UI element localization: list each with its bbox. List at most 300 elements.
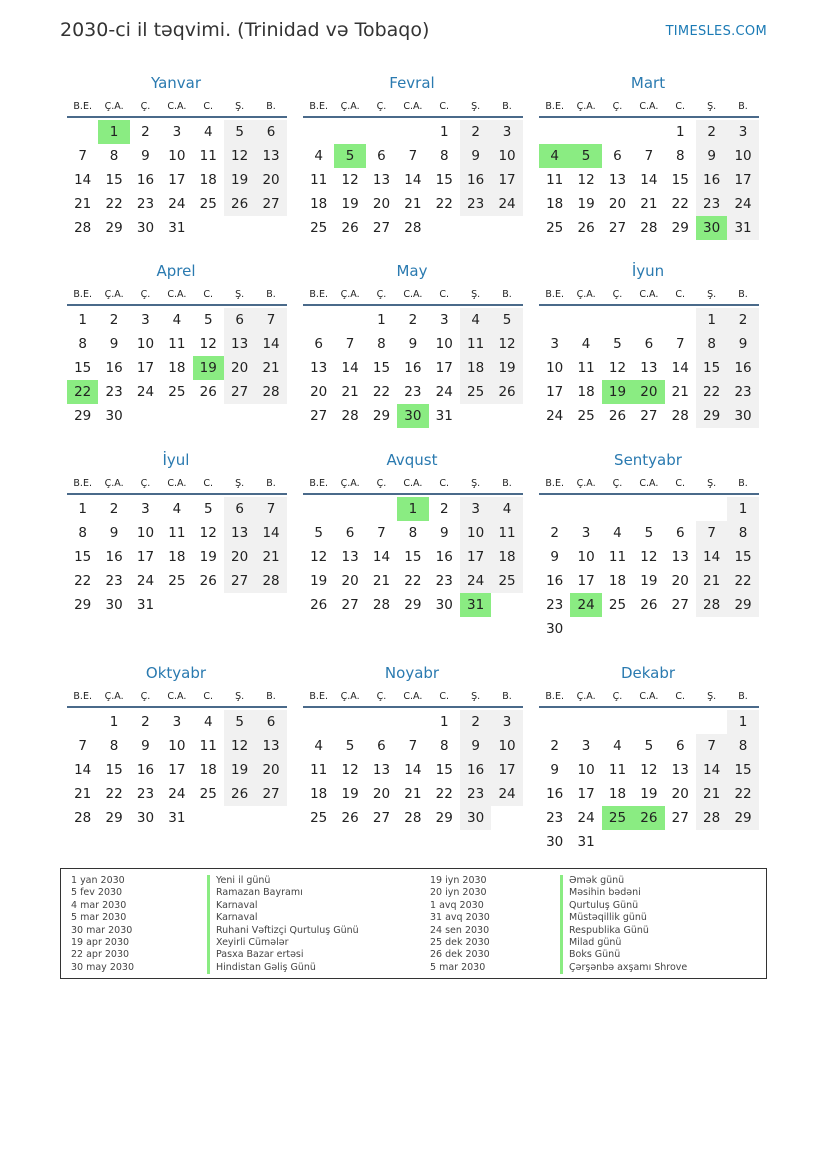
day-cell: 17 [727, 168, 758, 192]
day-cell: 5 [345, 738, 355, 754]
month-days [303, 495, 523, 617]
weekday-label: Ç.A. [104, 288, 124, 300]
day-cell: 3 [172, 124, 182, 140]
day-cell: 23 [460, 782, 491, 806]
legend-dates-column-1 [71, 875, 134, 974]
day-cell: 10 [136, 336, 155, 352]
day-cell: 12 [640, 549, 658, 565]
empty-day-cell [397, 710, 428, 734]
day-cell: 21 [74, 786, 92, 802]
day-cell: 17 [491, 168, 522, 192]
day-cell: 8 [727, 521, 758, 545]
weekday-header [303, 473, 523, 495]
day-cell: 2 [439, 501, 449, 517]
weekday-label: B. [502, 288, 512, 300]
empty-day-cell [633, 308, 664, 332]
weekday-label: C. [439, 690, 450, 702]
day-cell: 28 [372, 597, 391, 613]
legend-date: 22 apr 2030 [71, 949, 130, 961]
weekday-label: B. [502, 100, 512, 112]
day-cell: 2 [460, 120, 491, 144]
day-cell: 29 [74, 597, 92, 613]
empty-day-cell [633, 497, 664, 521]
day-cell: 29 [105, 220, 123, 236]
day-cell: 10 [546, 360, 564, 376]
weekday-header [539, 96, 759, 118]
day-cell: 8 [727, 734, 758, 758]
day-cell: 26 [608, 408, 627, 424]
day-cell: 27 [255, 782, 286, 806]
legend-holiday-name: Karnaval [207, 900, 359, 912]
day-cell: 6 [377, 148, 386, 164]
day-cell: 14 [74, 762, 92, 778]
day-cell: 9 [460, 734, 491, 758]
day-cell: 2 [696, 120, 727, 144]
day-cell: 20 [372, 196, 391, 212]
day-cell: 20 [341, 573, 359, 589]
month-name: Aprel [156, 262, 196, 280]
day-cell: 22 [727, 569, 758, 593]
day-cell: 28 [255, 569, 286, 593]
weekday-label: Ş. [471, 477, 481, 489]
holiday-day-cell: 31 [460, 593, 491, 617]
day-cell: 3 [491, 710, 522, 734]
day-cell: 9 [141, 148, 150, 164]
day-cell: 8 [439, 738, 449, 754]
legend-date: 25 dek 2030 [430, 936, 490, 948]
day-cell: 25 [546, 220, 564, 236]
weekday-header [67, 686, 287, 708]
month-block [539, 73, 759, 240]
day-cell: 20 [255, 758, 286, 782]
day-cell: 9 [727, 332, 758, 356]
legend-holiday-name: Hindistan Gəliş Günü [207, 962, 359, 974]
day-cell: 1 [696, 308, 727, 332]
day-cell: 27 [671, 810, 689, 826]
day-cell: 27 [224, 380, 255, 404]
empty-day-cell [303, 308, 334, 332]
day-cell: 29 [727, 806, 758, 830]
day-cell: 13 [671, 549, 689, 565]
day-cell: 14 [404, 762, 422, 778]
weekday-label: C. [675, 100, 686, 112]
day-cell: 11 [310, 172, 328, 188]
day-cell: 19 [341, 196, 359, 212]
day-cell: 15 [74, 549, 92, 565]
day-cell: 1 [78, 501, 87, 517]
day-cell: 1 [377, 312, 386, 328]
day-cell: 1 [78, 312, 87, 328]
day-cell: 22 [435, 196, 453, 212]
month-days [303, 118, 523, 240]
day-cell: 30 [546, 621, 564, 637]
day-cell: 23 [460, 192, 491, 216]
day-cell: 12 [199, 525, 217, 541]
legend-date: 31 avq 2030 [430, 912, 490, 924]
weekday-label: C.A. [167, 477, 187, 489]
weekday-label: Ş. [235, 477, 245, 489]
day-cell: 27 [310, 408, 328, 424]
month-days [67, 495, 287, 617]
day-cell: 28 [640, 220, 658, 236]
empty-day-cell [602, 120, 633, 144]
day-cell: 15 [727, 758, 758, 782]
day-cell: 6 [644, 336, 654, 352]
weekday-header [539, 284, 759, 306]
legend-holiday-name: Qurtuluş Günü [560, 900, 687, 912]
day-cell: 27 [341, 597, 359, 613]
day-cell: 1 [727, 710, 758, 734]
weekday-label: C.A. [403, 288, 423, 300]
holiday-legend [60, 868, 767, 979]
day-cell: 21 [696, 782, 727, 806]
day-cell: 23 [105, 384, 123, 400]
empty-day-cell [602, 710, 633, 734]
weekday-label: Ç.A. [340, 690, 360, 702]
day-cell: 28 [696, 806, 727, 830]
weekday-label: B. [266, 288, 276, 300]
day-cell: 27 [224, 569, 255, 593]
legend-date: 24 sen 2030 [430, 924, 490, 936]
day-cell: 24 [136, 573, 155, 589]
legend-date: 26 dek 2030 [430, 949, 490, 961]
day-cell: 3 [460, 497, 491, 521]
day-cell: 10 [491, 734, 522, 758]
day-cell: 21 [640, 196, 658, 212]
day-cell: 7 [78, 738, 87, 754]
day-cell: 21 [671, 384, 689, 400]
month-name: Sentyabr [614, 451, 682, 469]
day-cell: 11 [199, 148, 217, 164]
empty-day-cell [539, 710, 570, 734]
legend-holiday-name: Çərşənbə axşamı Shrove [560, 962, 687, 974]
day-cell: 16 [105, 360, 123, 376]
day-cell: 5 [203, 312, 213, 328]
day-cell: 2 [550, 525, 559, 541]
weekday-label: Ç.A. [340, 477, 360, 489]
weekday-label: C. [439, 100, 450, 112]
weekday-header [539, 473, 759, 495]
weekday-header [303, 284, 523, 306]
day-cell: 31 [168, 810, 186, 826]
empty-day-cell [67, 710, 98, 734]
weekday-label: Ç. [140, 690, 151, 702]
day-cell: 16 [546, 573, 564, 589]
day-cell: 2 [550, 738, 559, 754]
day-cell: 12 [640, 762, 658, 778]
month-days [539, 118, 759, 240]
day-cell: 6 [224, 497, 255, 521]
day-cell: 3 [141, 312, 150, 328]
day-cell: 17 [577, 786, 595, 802]
empty-day-cell [696, 497, 727, 521]
day-cell: 26 [224, 192, 255, 216]
day-cell: 10 [577, 762, 595, 778]
legend-holiday-name: Respublika Günü [560, 925, 687, 937]
weekday-label: Ç.A. [104, 477, 124, 489]
day-cell: 22 [671, 196, 689, 212]
day-cell: 5 [314, 525, 323, 541]
legend-holiday-name: Xeyirli Cümələr [207, 937, 359, 949]
day-cell: 4 [172, 312, 182, 328]
empty-day-cell [303, 497, 334, 521]
weekday-label: B. [266, 477, 276, 489]
day-cell: 16 [460, 758, 491, 782]
holiday-day-cell: 1 [98, 120, 129, 144]
day-cell: 29 [696, 404, 727, 428]
day-cell: 20 [372, 786, 391, 802]
day-cell: 29 [727, 593, 758, 617]
day-cell: 7 [696, 521, 727, 545]
day-cell: 5 [203, 501, 213, 517]
month-block [303, 73, 523, 240]
weekday-label: Ş. [235, 690, 245, 702]
day-cell: 11 [491, 521, 522, 545]
day-cell: 1 [675, 124, 685, 140]
day-cell: 10 [491, 144, 522, 168]
month-days [303, 306, 523, 428]
weekday-label: Ç. [376, 690, 387, 702]
day-cell: 4 [613, 738, 622, 754]
day-cell: 25 [168, 384, 186, 400]
weekday-header [67, 284, 287, 306]
day-cell: 25 [199, 786, 217, 802]
day-cell: 5 [224, 120, 255, 144]
weekday-label: B.E. [73, 100, 92, 112]
day-cell: 5 [224, 710, 255, 734]
weekday-label: C. [439, 288, 450, 300]
day-cell: 26 [224, 782, 255, 806]
weekday-label: Ç. [376, 100, 387, 112]
day-cell: 30 [460, 806, 491, 830]
day-cell: 31 [727, 216, 758, 240]
holiday-day-cell: 5 [334, 144, 365, 168]
day-cell: 17 [136, 360, 155, 376]
weekday-label: Ç.A. [576, 288, 596, 300]
day-cell: 8 [696, 332, 727, 356]
day-cell: 12 [608, 360, 627, 376]
day-cell: 16 [546, 786, 564, 802]
day-cell: 21 [341, 384, 359, 400]
day-cell: 2 [141, 124, 150, 140]
day-cell: 25 [168, 573, 186, 589]
day-cell: 24 [491, 192, 522, 216]
holiday-day-cell: 4 [539, 144, 570, 168]
brand-link[interactable]: TIMESLES.COM [665, 24, 767, 39]
day-cell: 8 [439, 148, 449, 164]
day-cell: 3 [581, 525, 591, 541]
weekday-label: Ç. [140, 477, 151, 489]
day-cell: 18 [608, 573, 627, 589]
weekday-label: B. [738, 690, 748, 702]
day-cell: 13 [310, 360, 328, 376]
day-cell: 18 [608, 786, 627, 802]
weekday-label: B.E. [545, 690, 564, 702]
day-cell: 16 [105, 549, 123, 565]
day-cell: 4 [460, 308, 491, 332]
weekday-label: B.E. [545, 477, 564, 489]
month-block [539, 261, 759, 428]
day-cell: 19 [310, 573, 328, 589]
weekday-label: Ş. [471, 288, 481, 300]
day-cell: 25 [608, 597, 627, 613]
day-cell: 6 [377, 738, 386, 754]
day-cell: 3 [491, 120, 522, 144]
day-cell: 14 [74, 172, 92, 188]
day-cell: 22 [696, 380, 727, 404]
day-cell: 22 [105, 196, 123, 212]
day-cell: 12 [341, 172, 359, 188]
weekday-label: Ş. [707, 288, 717, 300]
weekday-label: C.A. [639, 477, 659, 489]
day-cell: 6 [224, 308, 255, 332]
day-cell: 23 [435, 573, 453, 589]
day-cell: 19 [341, 786, 359, 802]
weekday-label: B. [502, 477, 512, 489]
legend-holiday-name: Ruhani Vəftizçi Qurtuluş Günü [207, 925, 359, 937]
empty-day-cell [334, 710, 365, 734]
weekday-label: Ş. [707, 690, 717, 702]
legend-date: 5 mar 2030 [71, 912, 127, 924]
empty-day-cell [334, 120, 365, 144]
holiday-day-cell: 19 [193, 356, 224, 380]
day-cell: 18 [310, 196, 328, 212]
empty-day-cell [633, 710, 664, 734]
weekday-label: Ş. [707, 100, 717, 112]
day-cell: 1 [439, 714, 449, 730]
legend-date: 5 mar 2030 [430, 961, 486, 973]
legend-holiday-name: Ramazan Bayramı [207, 887, 359, 899]
day-cell: 14 [341, 360, 359, 376]
day-cell: 5 [644, 525, 654, 541]
legend-date: 30 mar 2030 [71, 924, 133, 936]
empty-day-cell [539, 120, 570, 144]
weekday-label: C.A. [403, 690, 423, 702]
day-cell: 3 [581, 738, 591, 754]
weekday-label: Ç.A. [340, 100, 360, 112]
day-cell: 13 [341, 549, 359, 565]
legend-holiday-name: Pasxa Bazar ertəsi [207, 949, 359, 961]
day-cell: 16 [727, 356, 758, 380]
weekday-label: Ç.A. [576, 100, 596, 112]
weekday-label: B.E. [73, 690, 92, 702]
day-cell: 31 [168, 220, 186, 236]
day-cell: 26 [341, 220, 359, 236]
weekday-label: B.E. [309, 288, 328, 300]
legend-date: 4 mar 2030 [71, 899, 127, 911]
day-cell: 4 [314, 148, 323, 164]
legend-date: 1 avq 2030 [430, 899, 484, 911]
weekday-label: C.A. [167, 100, 187, 112]
day-cell: 8 [78, 336, 87, 352]
month-days [303, 708, 523, 830]
day-cell: 24 [168, 196, 186, 212]
weekday-label: B. [502, 690, 512, 702]
empty-day-cell [570, 497, 601, 521]
day-cell: 27 [372, 220, 391, 236]
day-cell: 25 [577, 408, 595, 424]
weekday-label: C.A. [403, 100, 423, 112]
empty-day-cell [665, 497, 696, 521]
day-cell: 15 [435, 762, 453, 778]
empty-day-cell [366, 497, 397, 521]
day-cell: 18 [199, 172, 217, 188]
month-block [67, 663, 287, 830]
day-cell: 26 [577, 220, 595, 236]
day-cell: 21 [696, 569, 727, 593]
empty-day-cell [570, 710, 601, 734]
day-cell: 9 [141, 738, 150, 754]
day-cell: 20 [671, 786, 689, 802]
day-cell: 24 [435, 384, 453, 400]
day-cell: 7 [675, 336, 685, 352]
day-cell: 29 [671, 220, 689, 236]
day-cell: 4 [203, 124, 213, 140]
day-cell: 16 [435, 549, 453, 565]
empty-day-cell [665, 710, 696, 734]
weekday-label: Ç. [612, 100, 623, 112]
day-cell: 13 [640, 360, 658, 376]
day-cell: 26 [491, 380, 522, 404]
legend-holiday-name: Məsihin bədəni [560, 887, 687, 899]
legend-names-column-2 [560, 875, 687, 974]
day-cell: 18 [199, 762, 217, 778]
day-cell: 19 [224, 168, 255, 192]
day-cell: 16 [696, 168, 727, 192]
day-cell: 14 [372, 549, 391, 565]
day-cell: 21 [372, 573, 391, 589]
weekday-label: Ç. [612, 477, 623, 489]
day-cell: 5 [613, 336, 622, 352]
day-cell: 19 [640, 573, 658, 589]
month-days [67, 708, 287, 830]
day-cell: 13 [224, 521, 255, 545]
day-cell: 23 [136, 786, 155, 802]
holiday-day-cell: 5 [570, 144, 601, 168]
day-cell: 2 [109, 312, 119, 328]
holiday-day-cell: 24 [570, 593, 601, 617]
day-cell: 8 [109, 148, 119, 164]
weekday-label: Ç. [376, 477, 387, 489]
month-block [67, 450, 287, 617]
day-cell: 11 [577, 360, 595, 376]
day-cell: 18 [310, 786, 328, 802]
day-cell: 12 [224, 734, 255, 758]
month-block [539, 663, 759, 854]
holiday-day-cell: 19 [602, 380, 633, 404]
day-cell: 22 [105, 786, 123, 802]
day-cell: 15 [404, 549, 422, 565]
day-cell: 6 [255, 710, 286, 734]
empty-day-cell [665, 308, 696, 332]
month-name: Dekabr [620, 664, 676, 682]
weekday-label: C. [439, 477, 450, 489]
month-name: May [396, 262, 428, 280]
day-cell: 25 [310, 220, 328, 236]
day-cell: 13 [255, 144, 286, 168]
day-cell: 30 [136, 220, 155, 236]
weekday-label: C. [675, 477, 686, 489]
day-cell: 28 [696, 593, 727, 617]
weekday-label: C.A. [403, 477, 423, 489]
day-cell: 13 [224, 332, 255, 356]
day-cell: 6 [675, 525, 685, 541]
weekday-label: C. [203, 288, 214, 300]
weekday-label: B.E. [309, 100, 328, 112]
day-cell: 22 [74, 573, 92, 589]
day-cell: 6 [314, 336, 323, 352]
day-cell: 26 [199, 384, 217, 400]
